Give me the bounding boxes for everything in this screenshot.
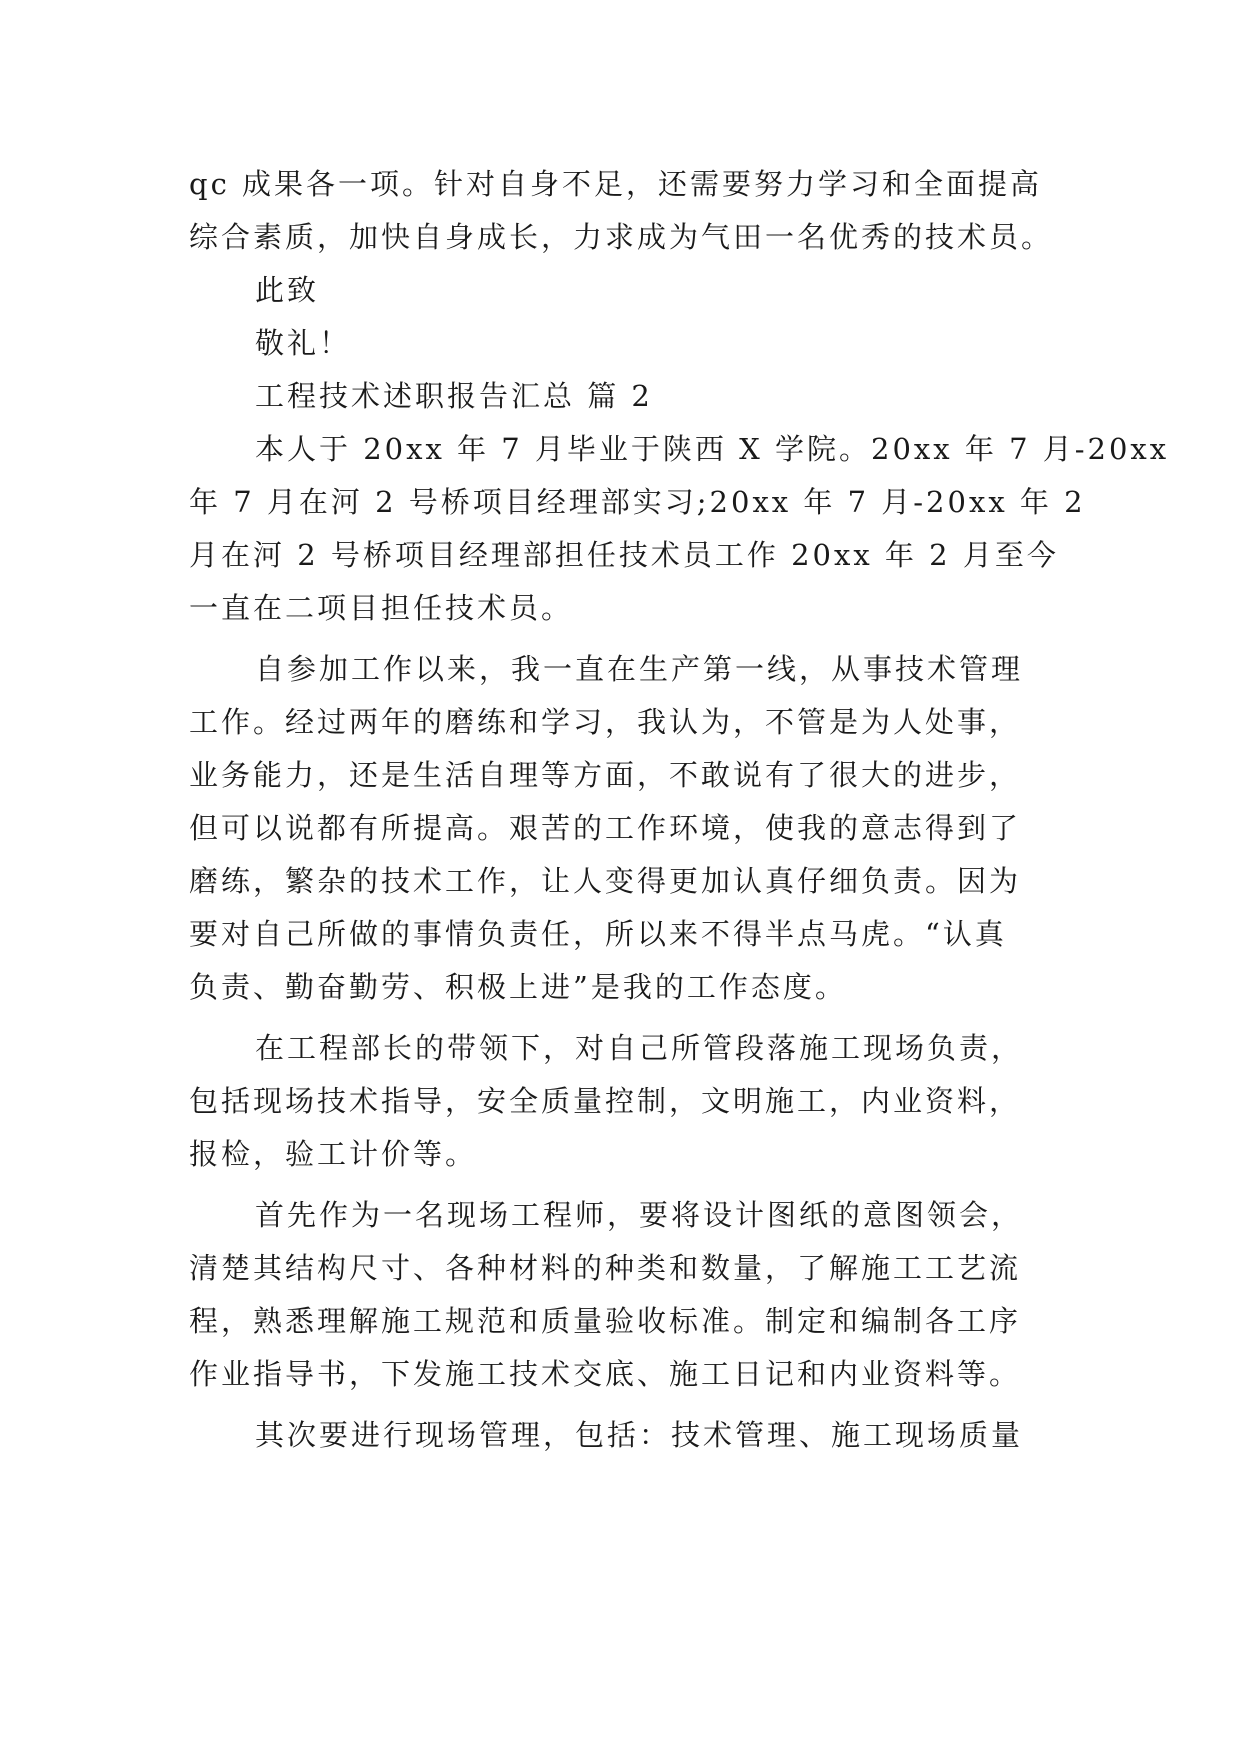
paragraph-line: 包括现场技术指导，安全质量控制，文明施工，内业资料， bbox=[189, 1084, 1022, 1118]
paragraph-line: 作业指导书，下发施工技术交底、施工日记和内业资料等。 bbox=[189, 1357, 1022, 1391]
paragraph-line: 负责、勤奋勤劳、积极上进”是我的工作态度。 bbox=[189, 970, 847, 1004]
paragraph-line: 磨练，繁杂的技术工作，让人变得更加认真仔细负责。因为 bbox=[189, 864, 1022, 898]
paragraph-line: 自参加工作以来，我一直在生产第一线，从事技术管理 bbox=[255, 652, 1024, 686]
paragraph-line: 程，熟悉理解施工规范和质量验收标准。制定和编制各工序 bbox=[189, 1304, 1022, 1338]
paragraph-line: 报检，验工计价等。 bbox=[189, 1137, 478, 1171]
closing-line: 此致 bbox=[255, 273, 320, 307]
paragraph-line: qc 成果各一项。针对自身不足，还需要努力学习和全面提高 bbox=[189, 167, 1043, 201]
paragraph-line: 年 7 月在河 2 号桥项目经理部实习;20xx 年 7 月-20xx 年 2 bbox=[189, 485, 1086, 519]
closing-salutation: 敬礼！ bbox=[255, 326, 352, 360]
paragraph-line: 工作。经过两年的磨练和学习，我认为，不管是为人处事， bbox=[189, 705, 1022, 739]
document-body bbox=[189, 158, 1170, 1462]
paragraph-line: 本人于 20xx 年 7 月毕业于陕西 X 学院。20xx 年 7 月-20xx bbox=[255, 432, 1170, 466]
paragraph-line: 但可以说都有所提高。艰苦的工作环境，使我的意志得到了 bbox=[189, 811, 1022, 845]
paragraph-line: 在工程部长的带领下，对自己所管段落施工现场负责， bbox=[255, 1031, 1024, 1065]
paragraph-line: 一直在二项目担任技术员。 bbox=[189, 591, 574, 625]
paragraph-line: 业务能力，还是生活自理等方面，不敢说有了很大的进步， bbox=[189, 758, 1022, 792]
paragraph-line: 清楚其结构尺寸、各种材料的种类和数量，了解施工工艺流 bbox=[189, 1251, 1022, 1285]
paragraph-line: 综合素质，加快自身成长，力求成为气田一名优秀的技术员。 bbox=[189, 220, 1054, 254]
paragraph-line: 要对自己所做的事情负责任，所以来不得半点马虎。“认真 bbox=[189, 917, 1007, 951]
section-heading: 工程技术述职报告汇总 篇 2 bbox=[255, 379, 653, 413]
paragraph-line: 首先作为一名现场工程师，要将设计图纸的意图领会， bbox=[255, 1198, 1024, 1232]
paragraph-line: 其次要进行现场管理，包括：技术管理、施工现场质量 bbox=[255, 1418, 1024, 1452]
paragraph-line: 月在河 2 号桥项目经理部担任技术员工作 20xx 年 2 月至今 bbox=[189, 538, 1059, 572]
